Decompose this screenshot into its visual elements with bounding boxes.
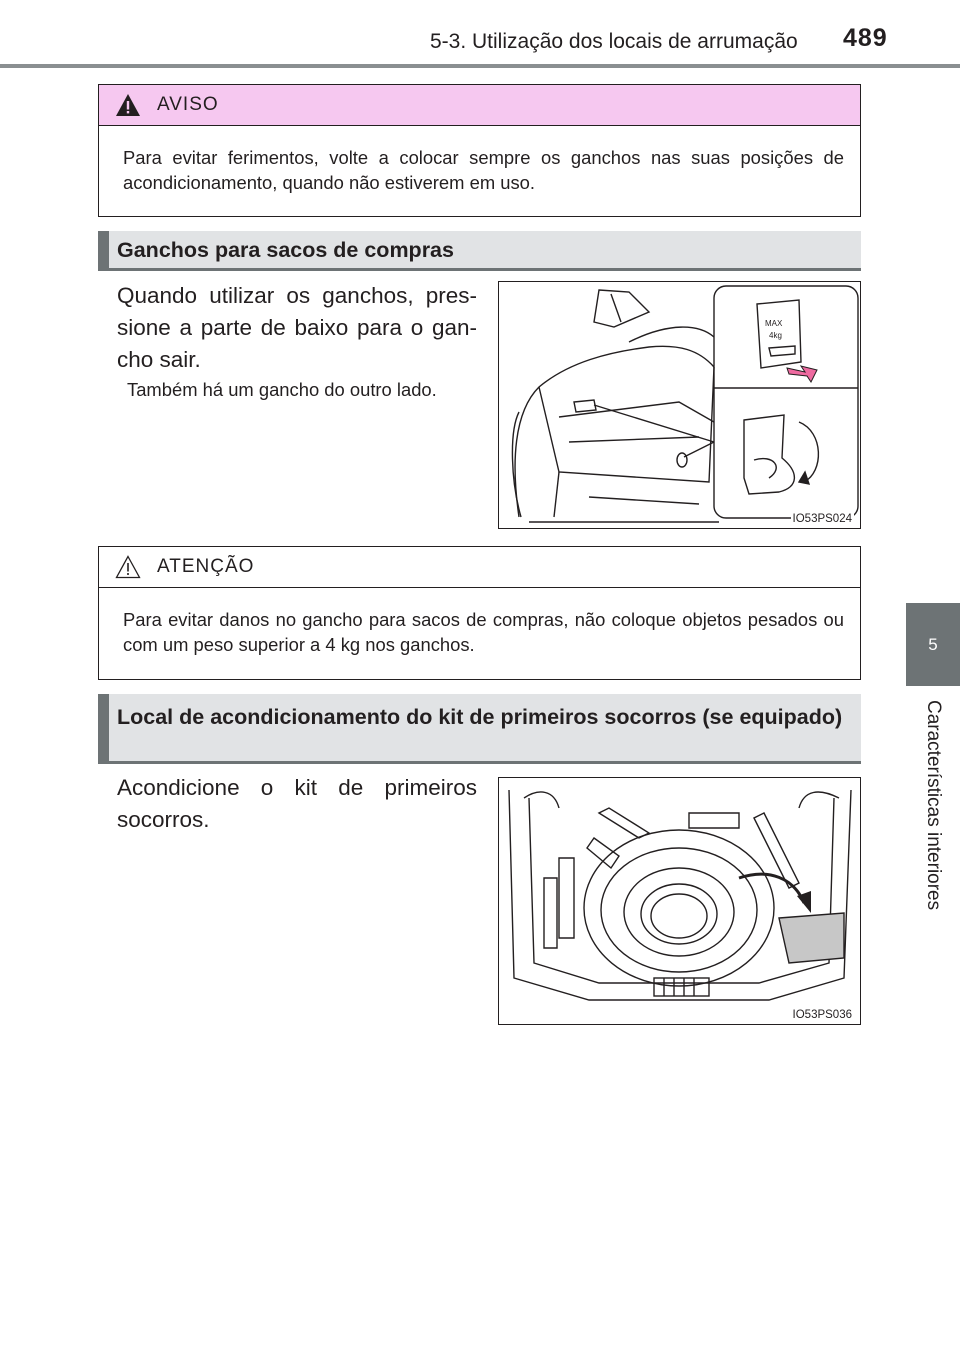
chapter-tab[interactable]	[906, 603, 960, 686]
figure-first-aid-kit	[498, 777, 861, 1025]
warning-header	[99, 85, 860, 126]
section-heading-shopping-hooks	[98, 231, 861, 271]
page-number: 489	[843, 24, 888, 52]
warning-triangle-icon	[115, 93, 141, 117]
section1-body: Quando utilizar os ganchos, pres-sione a parte de baixo para o gan-cho sair.	[117, 283, 477, 372]
caution-header	[99, 547, 860, 588]
figure-code: IO53PS036	[792, 1009, 852, 1021]
section-heading-first-aid-kit	[98, 694, 861, 764]
chapter-number: 5	[928, 634, 938, 654]
section-heading-text: Local de acondicionamento do kit de primeiros socorros (se equipado)	[117, 705, 843, 729]
chapter-title: Características interiores	[923, 700, 944, 911]
caution-label: ATENÇÃO	[157, 556, 255, 577]
section2-body: Acondicione o kit de primeiros socorros.	[117, 775, 477, 832]
hook-weight-label: 4kg	[769, 331, 782, 340]
caution-triangle-icon	[115, 555, 141, 579]
hook-max-label: MAX	[765, 319, 783, 328]
caution-box	[98, 546, 861, 680]
caution-text: Para evitar danos no gancho para sacos de compras, não coloque objetos pesados ou com um peso superior a 4 kg nos ganchos.	[123, 609, 844, 655]
section-heading-text: Ganchos para sacos de compras	[117, 238, 454, 262]
warning-label: AVISO	[157, 94, 219, 115]
warning-text: Para evitar ferimentos, volte a colocar sempre os ganchos nas suas posições de acondicionamento, quando não estiverem em uso.	[123, 147, 844, 193]
section1-note: Também há um gancho do outro lado.	[127, 379, 437, 400]
header-rule	[0, 64, 960, 68]
figure-shopping-hooks	[498, 281, 861, 529]
spare-tire-illustration	[499, 778, 860, 1024]
running-header-title: 5-3. Utilização dos locais de arrumação	[430, 30, 798, 53]
figure-code: IO53PS024	[792, 513, 852, 525]
warning-box	[98, 84, 861, 217]
trunk-illustration	[499, 282, 860, 528]
